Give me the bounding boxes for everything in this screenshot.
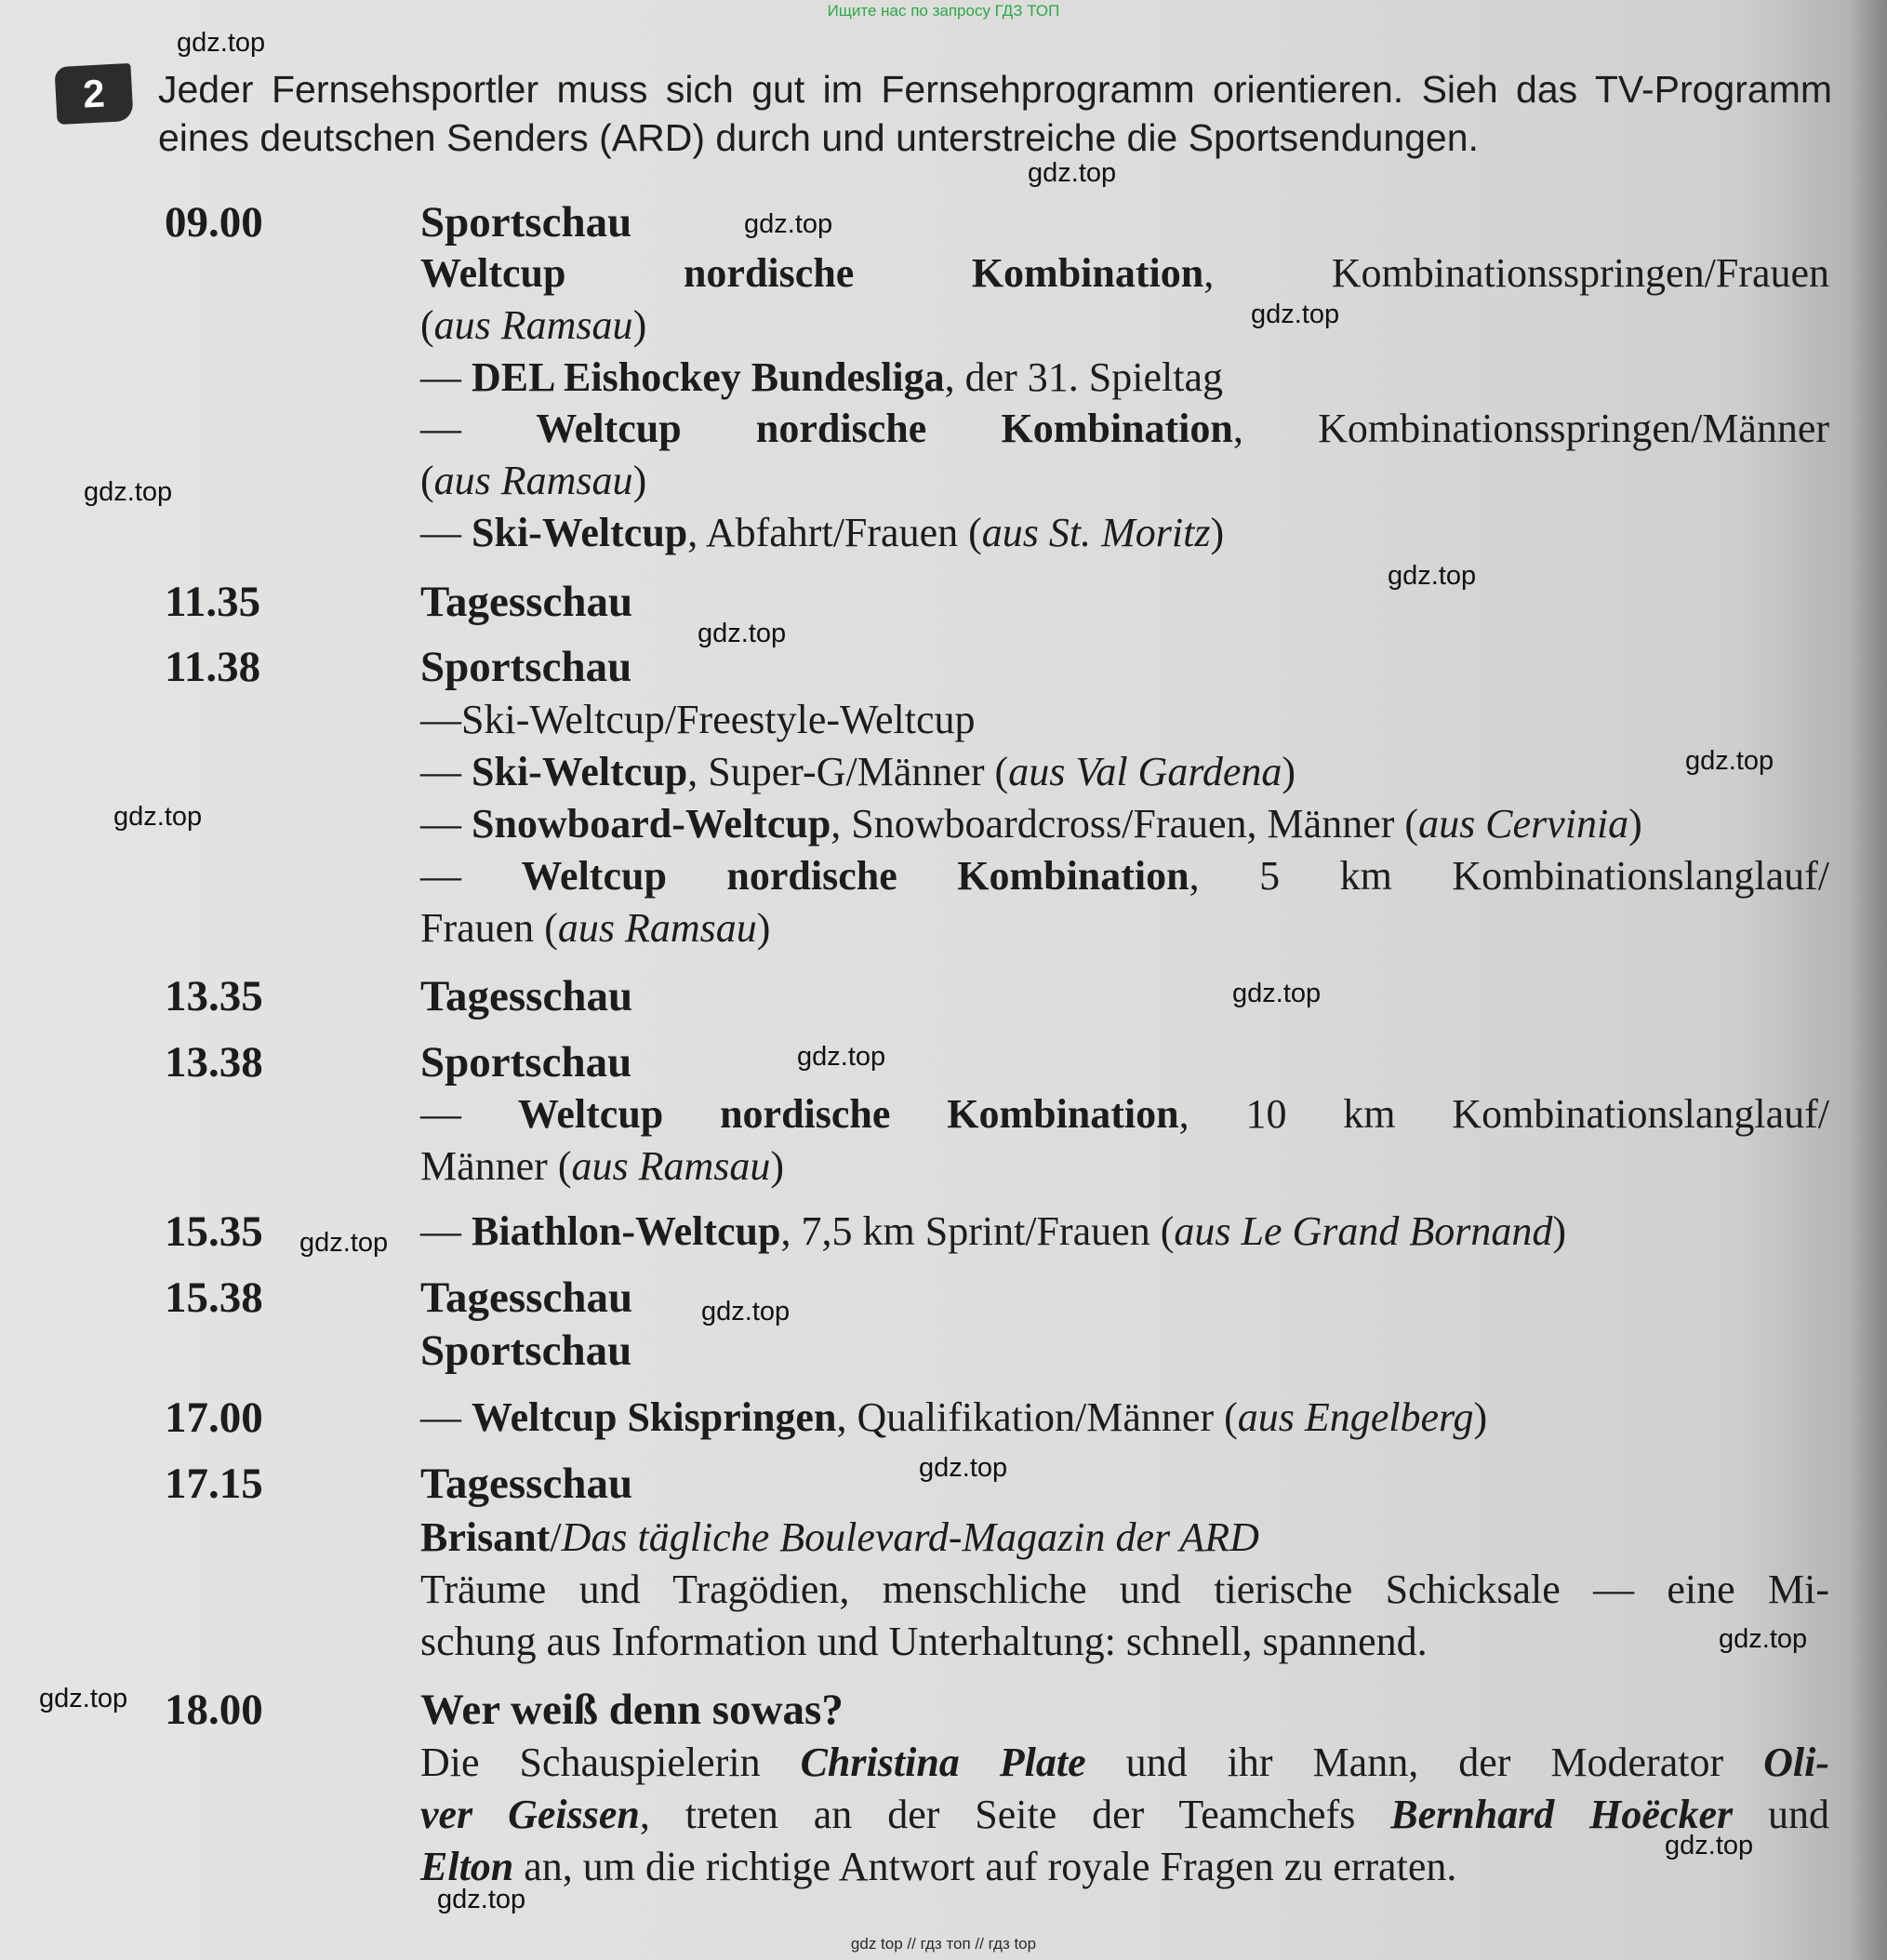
program-line: Die Schauspielerin Christina Plate und ihr Mann, der Moderator Oli- [420,1740,1829,1785]
time-1715: 17.15 [165,1460,263,1508]
task-number-badge [54,63,133,125]
program-line: (aus Ramsau) [420,302,647,348]
program-line: Elton an, um die richtige Antwort auf royale Fragen zu erraten. [420,1844,1457,1889]
program-line: schung aus Information und Unterhaltung: schnell, spannend. [420,1619,1428,1664]
program-line: Frauen (aus Ramsau) [420,905,771,951]
watermark: gdz.top [919,1453,1008,1483]
show-title: Sportschau [420,643,632,691]
time-1800: 18.00 [165,1686,263,1734]
watermark: gdz.top [698,619,787,648]
time-1700: 17.00 [165,1393,263,1442]
watermark: gdz.top [299,1228,389,1258]
program-line: — Snowboard-Weltcup, Snowboardcross/Frauen, Männer (aus Cervinia) [420,801,1642,847]
show-title: Sportschau [420,1327,632,1375]
program-line: — Weltcup nordische Kombination, 10 km Kombinationslanglauf/ [420,1091,1829,1137]
watermark: gdz.top [1028,158,1117,188]
program-line: — Weltcup nordische Kombination, Kombinationsspringen/Männer [420,406,1830,451]
show-title: Tagesschau [420,972,633,1020]
program-line: — Biathlon-Weltcup, 7,5 km Sprint/Frauen (aus Le Grand Bornand) [420,1208,1567,1254]
program-line: — Weltcup Skispringen, Qualifikation/Männer (aus Engelberg) [420,1394,1488,1440]
watermark: gdz.top [1251,300,1340,329]
show-title: Tagesschau [420,578,633,626]
program-line: (aus Ramsau) [420,458,647,503]
bottom-banner[interactable]: gdz top // гдз топ // гдз top [850,1935,1037,1953]
watermark: gdz.top [1719,1624,1808,1654]
program-line: — Ski-Weltcup, Super-G/Männer (aus Val Gardena) [420,749,1296,794]
program-line: Träume und Tragödien, menschliche und tierische Schicksale — eine Mi- [420,1567,1829,1612]
program-line: — DEL Eishockey Bundesliga, der 31. Spieltag [420,354,1223,400]
watermark: gdz.top [84,477,173,507]
show-title: Tagesschau [420,1460,633,1508]
program-line: — Weltcup nordische Kombination, 5 km Kombinationslanglauf/ [420,853,1830,899]
program-line: Männer (aus Ramsau) [420,1143,785,1189]
task-number: 2 [82,71,106,116]
watermark: gdz.top [701,1297,791,1327]
watermark: gdz.top [1685,746,1774,776]
watermark: gdz.top [437,1885,526,1914]
page-edge-shadow [1850,0,1887,1960]
time-1335: 13.35 [165,972,263,1020]
time-1338: 13.38 [165,1038,263,1087]
time-1538: 15.38 [165,1273,263,1322]
task-instruction: Jeder Fernsehsportler muss sich gut im Fernsehprogramm orientieren. Sieh das TV-Programm eines deutschen Senders (ARD) durch und unterstreiche die Sportsendungen. [158,68,1832,159]
watermark: gdz.top [113,802,203,832]
watermark: gdz.top [177,28,266,58]
watermark: gdz.top [1665,1831,1754,1860]
program-line: — Ski-Weltcup, Abfahrt/Frauen (aus St. Moritz) [420,510,1225,555]
show-title: Tagesschau [420,1273,633,1322]
time-1535: 15.35 [165,1207,263,1256]
time-1138: 11.38 [165,643,261,691]
watermark: gdz.top [1388,561,1477,591]
program-line: Weltcup nordische Kombination, Kombinationsspringen/Frauen [420,250,1829,296]
show-title: Sportschau [420,1038,632,1087]
program-line: ver Geissen, treten an der Seite der Teamchefs Bernhard Hoëcker und [420,1792,1829,1837]
time-0900: 09.00 [165,198,263,247]
program-line: —Ski-Weltcup/Freestyle-Weltcup [420,697,976,742]
watermark: gdz.top [797,1042,886,1072]
show-title: Wer weiß denn sowas? [420,1686,844,1734]
program-line: Brisant/Das tägliche Boulevard-Magazin der ARD [420,1514,1259,1560]
show-title: Sportschau [420,198,632,247]
watermark: gdz.top [1232,979,1322,1008]
watermark: gdz.top [744,209,833,239]
top-banner[interactable]: Ищите нас по запросу ГДЗ ТОП [827,2,1060,20]
time-1135: 11.35 [165,578,261,626]
watermark: gdz.top [39,1684,128,1713]
